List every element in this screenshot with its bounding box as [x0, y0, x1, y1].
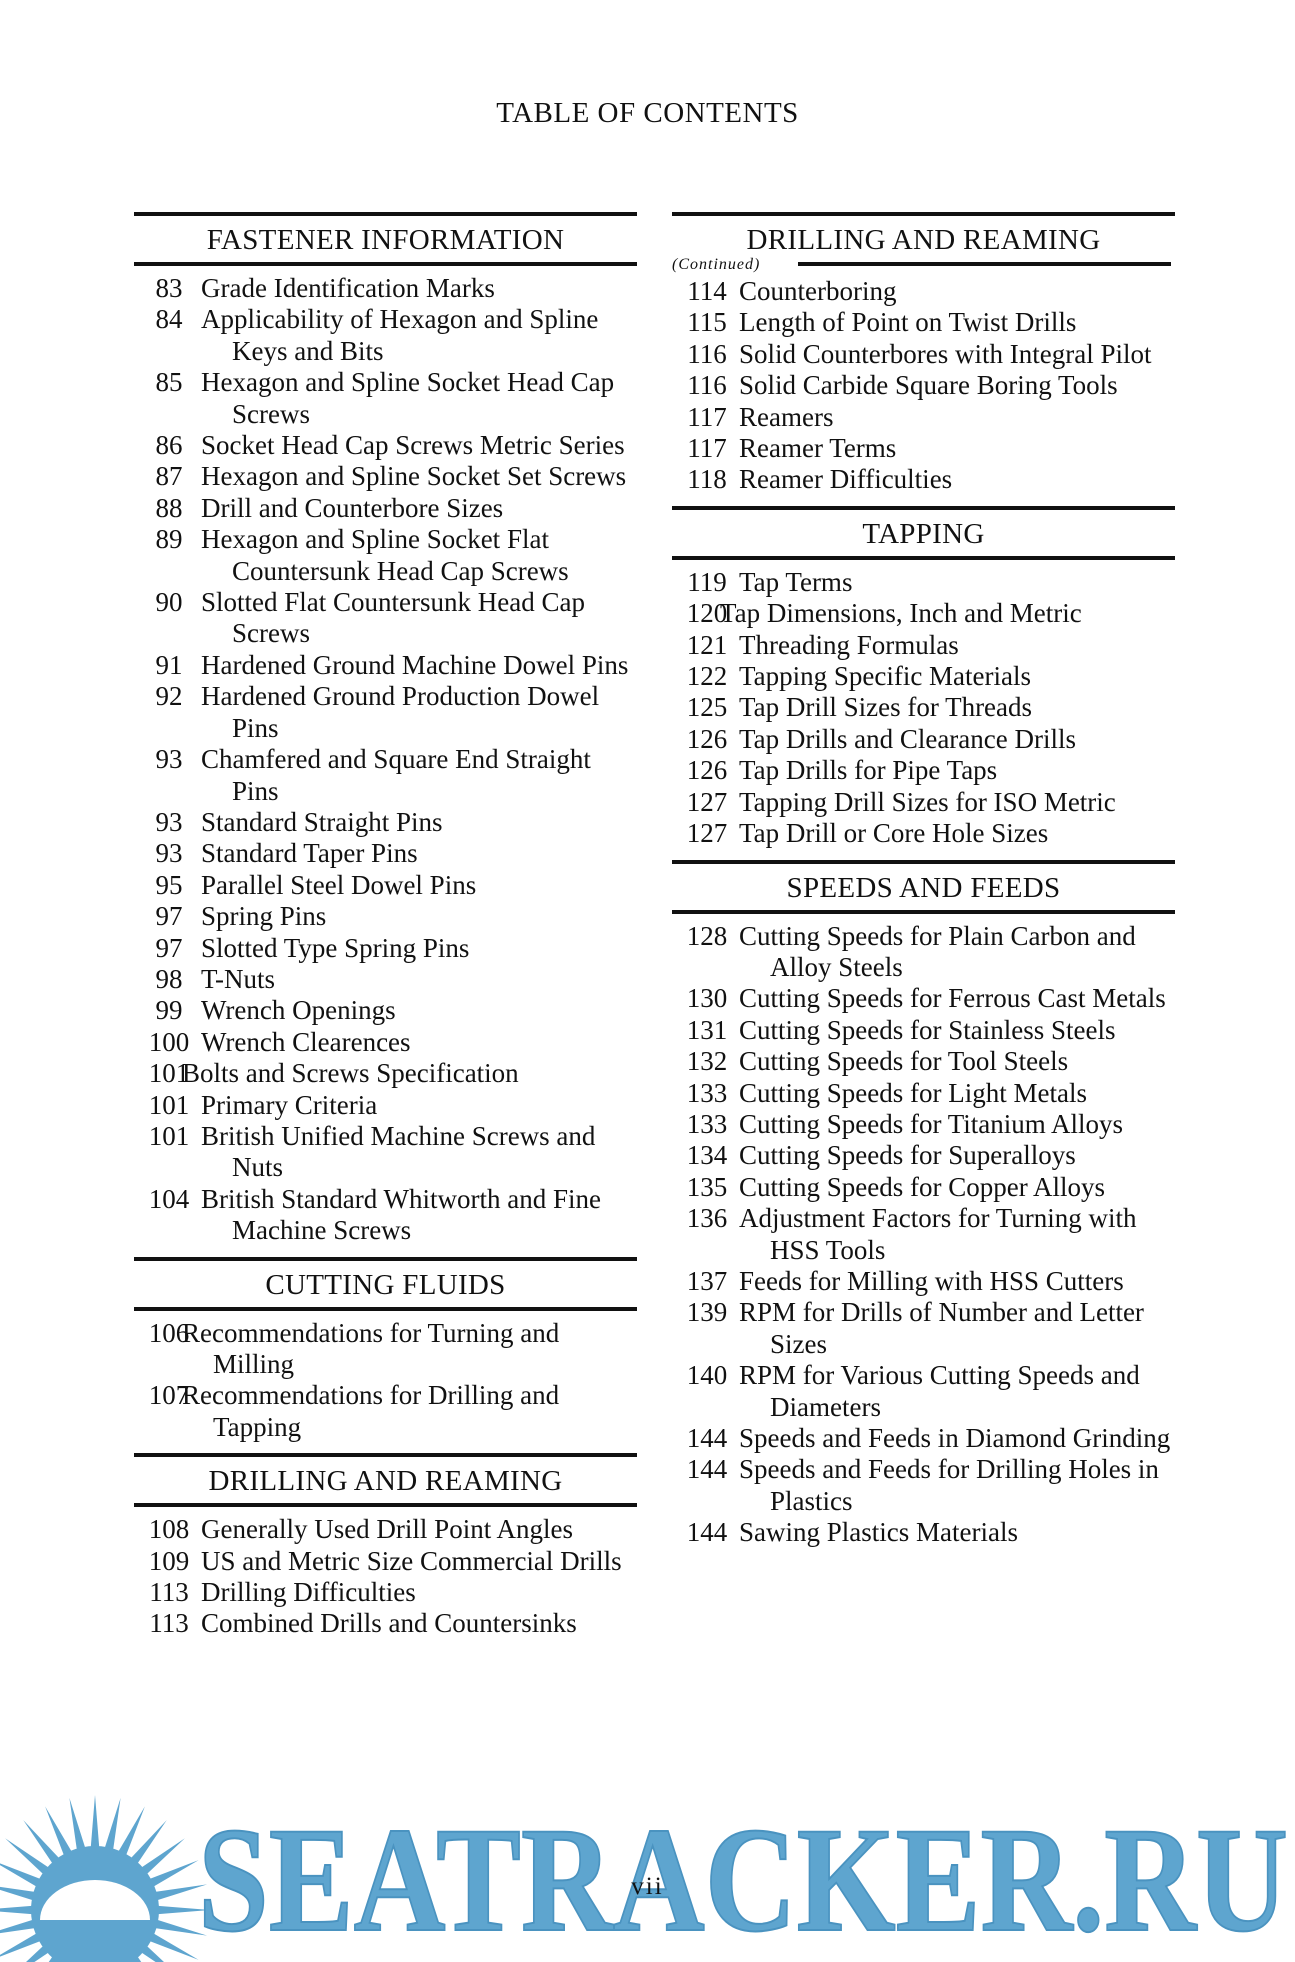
- toc-title: Tap Drill or Core Hole Sizes: [739, 818, 1049, 849]
- toc-title: Socket Head Cap Screws Metric Series: [201, 430, 625, 461]
- toc-entry[interactable]: [672, 630, 1175, 661]
- watermark-text: SEATRACKER.RU: [198, 1797, 1288, 1962]
- toc-page-number: 137: [686, 1265, 728, 1296]
- toc-page-number: 120: [686, 598, 728, 629]
- toc-page-number: 136: [686, 1203, 728, 1234]
- toc-page-number: 144: [686, 1423, 728, 1453]
- toc-entry[interactable]: [134, 1058, 637, 1089]
- toc-page-number: 109: [148, 1545, 190, 1576]
- toc-entry[interactable]: [134, 1577, 637, 1608]
- toc-title: Spring Pins: [201, 901, 327, 932]
- toc-list: [134, 273, 637, 1247]
- toc-page-number: 84: [155, 304, 183, 335]
- toc-page-number: 93: [155, 744, 183, 775]
- toc-entry[interactable]: [134, 1546, 637, 1577]
- page-number: vii: [631, 1873, 664, 1900]
- toc-entry[interactable]: [672, 1078, 1175, 1109]
- toc-title: T-Nuts: [201, 963, 276, 994]
- toc-title: Counterboring: [739, 276, 897, 306]
- toc-entry[interactable]: [672, 567, 1175, 598]
- toc-title: Wrench Clearences: [201, 1026, 411, 1057]
- toc-title: Speeds and Feeds for Drilling Holes in Plastics: [739, 1454, 1159, 1516]
- toc-entry[interactable]: [134, 995, 637, 1026]
- toc-page-number: 144: [686, 1454, 728, 1485]
- divider: [798, 262, 1171, 266]
- toc-page-number: 115: [687, 307, 727, 338]
- toc-page-number: 107: [148, 1380, 190, 1411]
- toc-page-number: 83: [155, 273, 183, 303]
- toc-entry[interactable]: [672, 1454, 1175, 1517]
- toc-list: [672, 567, 1175, 850]
- toc-page-number: 90: [155, 587, 183, 618]
- toc-page-number: 122: [686, 661, 728, 692]
- toc-entry[interactable]: [672, 1046, 1175, 1077]
- toc-page-number: 97: [155, 901, 183, 932]
- toc-page-number: 128: [686, 920, 728, 951]
- toc-title: Chamfered and Square End Straight Pins: [201, 744, 591, 806]
- toc-page-number: 125: [686, 692, 728, 723]
- toc-page-number: 117: [687, 433, 727, 464]
- toc-entry[interactable]: [672, 921, 1175, 984]
- toc-entry[interactable]: [134, 1121, 637, 1184]
- toc-entry[interactable]: [134, 964, 637, 995]
- toc-entry[interactable]: [672, 724, 1175, 755]
- toc-title: Parallel Steel Dowel Pins: [201, 869, 477, 900]
- toc-entry[interactable]: [134, 273, 637, 304]
- toc-page-number: 95: [155, 869, 183, 900]
- toc-title: Hexagon and Spline Socket Head Cap Screws: [201, 367, 615, 429]
- toc-page-number: 89: [155, 524, 183, 555]
- toc-title: Cutting Speeds for Stainless Steels: [739, 1014, 1116, 1045]
- page-title: TABLE OF CONTENTS: [496, 97, 799, 129]
- toc-entry[interactable]: [672, 1140, 1175, 1171]
- toc-title: Drilling Difficulties: [201, 1577, 416, 1608]
- toc-entry[interactable]: [134, 933, 637, 964]
- section-heading: CUTTING FLUIDS: [134, 1257, 637, 1311]
- toc-title: Solid Counterbores with Integral Pilot: [739, 338, 1152, 369]
- toc-page-number: 133: [686, 1077, 728, 1108]
- toc-title: Feeds for Milling with HSS Cutters: [739, 1265, 1124, 1296]
- toc-page-number: 116: [687, 338, 727, 369]
- toc-title: British Standard Whitworth and Fine Machine Screws: [201, 1183, 601, 1246]
- toc-title: Speeds and Feeds in Diamond Grinding: [739, 1423, 1171, 1453]
- toc-title: Recommendations for Drilling and Tapping: [182, 1380, 560, 1442]
- toc-entry[interactable]: [672, 1360, 1175, 1423]
- toc-entry[interactable]: [134, 650, 637, 681]
- toc-title: Tap Drills and Clearance Drills: [739, 723, 1076, 754]
- toc-title: Drill and Counterbore Sizes: [201, 492, 504, 523]
- toc-entry[interactable]: [672, 307, 1175, 338]
- toc-page-number: 101: [148, 1058, 190, 1089]
- toc-title: Standard Taper Pins: [201, 838, 418, 869]
- toc-page-number: 86: [155, 430, 183, 461]
- toc-list: [672, 276, 1175, 496]
- watermark: [0, 1780, 1295, 1962]
- toc-title: Hexagon and Spline Socket Set Screws: [201, 461, 627, 492]
- toc-page-number: 127: [686, 818, 728, 849]
- toc-entry[interactable]: [134, 461, 637, 492]
- toc-title: Cutting Speeds for Titanium Alloys: [739, 1108, 1124, 1139]
- toc-title: Cutting Speeds for Plain Carbon and Alloy Steels: [739, 920, 1136, 982]
- toc-title: Applicability of Hexagon and Spline Keys and Bits: [201, 304, 599, 366]
- toc-entry[interactable]: [134, 681, 637, 744]
- toc-entry[interactable]: [672, 1172, 1175, 1203]
- toc-entry[interactable]: [134, 1090, 637, 1121]
- continued-note: [672, 256, 1175, 275]
- toc-entry[interactable]: [672, 661, 1175, 692]
- toc-title: Solid Carbide Square Boring Tools: [739, 370, 1118, 401]
- toc-title: Reamers: [739, 401, 834, 432]
- toc-entry[interactable]: [134, 1184, 637, 1247]
- toc-title: Tap Terms: [739, 566, 853, 597]
- toc-title: Tap Drill Sizes for Threads: [739, 692, 1033, 723]
- toc-list: [134, 1514, 637, 1640]
- toc-entry[interactable]: [134, 1608, 637, 1639]
- toc-title: Hexagon and Spline Socket Flat Countersunk Head Cap Screws: [201, 524, 569, 586]
- toc-title: Wrench Openings: [201, 995, 396, 1026]
- toc-page-number: 127: [686, 786, 728, 817]
- section-heading: DRILLING AND REAMING: [672, 212, 1175, 259]
- toc-entry[interactable]: [672, 339, 1175, 370]
- section-heading: SPEEDS AND FEEDS: [672, 860, 1175, 914]
- toc-entry[interactable]: [134, 524, 637, 587]
- toc-entry[interactable]: [672, 370, 1175, 401]
- toc-title: Tapping Specific Materials: [739, 661, 1032, 692]
- toc-title: Grade Identification Marks: [201, 273, 495, 303]
- toc-page-number: 97: [155, 932, 183, 963]
- toc-page-number: 91: [155, 649, 183, 680]
- toc-title: Recommendations for Turning and Milling: [182, 1317, 560, 1379]
- toc-title: Length of Point on Twist Drills: [739, 307, 1077, 338]
- continued-label: (Continued): [672, 256, 761, 273]
- toc-entry[interactable]: [672, 818, 1175, 849]
- toc-entry[interactable]: [134, 1380, 637, 1443]
- toc-entry[interactable]: [672, 692, 1175, 723]
- toc-page-number: 106: [148, 1317, 190, 1348]
- toc-title: Tapping Drill Sizes for ISO Metric: [739, 786, 1116, 817]
- toc-title: Sawing Plastics Materials: [739, 1517, 1018, 1548]
- section-heading: TAPPING: [672, 506, 1175, 560]
- toc-title: US and Metric Size Commercial Drills: [201, 1545, 622, 1576]
- section-heading: FASTENER INFORMATION: [134, 212, 637, 266]
- toc-page-number: 113: [149, 1608, 189, 1639]
- toc-list: [672, 921, 1175, 1549]
- toc-page-number: 139: [686, 1297, 728, 1328]
- toc-page-number: 134: [686, 1140, 728, 1171]
- toc-entry[interactable]: [134, 493, 637, 524]
- toc-entry[interactable]: [672, 276, 1175, 307]
- toc-title: Cutting Speeds for Tool Steels: [739, 1046, 1069, 1077]
- toc-entry[interactable]: [134, 367, 637, 430]
- toc-entry[interactable]: [672, 598, 1175, 629]
- toc-title: RPM for Various Cutting Speeds and Diameters: [739, 1360, 1140, 1422]
- toc-entry[interactable]: [672, 433, 1175, 464]
- toc-title: Reamer Difficulties: [739, 464, 953, 495]
- toc-title: Hardened Ground Production Dowel Pins: [201, 681, 600, 743]
- toc-entry[interactable]: [134, 587, 637, 650]
- toc-page-number: 99: [155, 995, 183, 1026]
- toc-page-number: 119: [687, 566, 727, 597]
- toc-page-number: 140: [686, 1360, 728, 1391]
- toc-title: Cutting Speeds for Light Metals: [739, 1077, 1087, 1108]
- toc-page-number: 131: [686, 1014, 728, 1045]
- toc-title: Hardened Ground Machine Dowel Pins: [201, 649, 629, 680]
- toc-title: British Unified Machine Screws and Nuts: [201, 1120, 596, 1183]
- toc-title: Primary Criteria: [201, 1089, 378, 1120]
- toc-page-number: 101: [148, 1089, 190, 1120]
- toc-entry[interactable]: [672, 983, 1175, 1014]
- toc-page-number: 135: [686, 1171, 728, 1202]
- right-column: [672, 212, 1175, 1559]
- toc-entry[interactable]: [672, 1297, 1175, 1360]
- toc-page-number: 85: [155, 367, 183, 398]
- toc-title: Slotted Flat Countersunk Head Cap Screws: [201, 587, 585, 649]
- toc-title: Reamer Terms: [739, 433, 897, 464]
- toc-entry[interactable]: [134, 304, 637, 367]
- toc-page-number: 113: [149, 1577, 189, 1608]
- toc-entry[interactable]: [672, 1015, 1175, 1046]
- toc-title: Tap Dimensions, Inch and Metric: [720, 598, 1082, 629]
- toc-entry[interactable]: [672, 1517, 1175, 1548]
- toc-entry[interactable]: [672, 402, 1175, 433]
- toc-page-number: 92: [155, 681, 183, 712]
- toc-entry[interactable]: [672, 787, 1175, 818]
- left-column: [134, 212, 637, 1650]
- toc-title: Bolts and Screws Specification: [182, 1058, 519, 1089]
- toc-page-number: 114: [687, 276, 727, 306]
- toc-page-number: 117: [687, 401, 727, 432]
- toc-entry[interactable]: [134, 870, 637, 901]
- toc-title: Threading Formulas: [739, 629, 959, 660]
- toc-title: Slotted Type Spring Pins: [201, 932, 470, 963]
- toc-page-number: 126: [686, 723, 728, 754]
- toc-page-number: 133: [686, 1108, 728, 1139]
- toc-title: Adjustment Factors for Turning with HSS Tools: [739, 1203, 1137, 1265]
- toc-entry[interactable]: [672, 1266, 1175, 1297]
- toc-page-number: 87: [155, 461, 183, 492]
- toc-title: Tap Drills for Pipe Taps: [739, 755, 998, 786]
- toc-page-number: 132: [686, 1046, 728, 1077]
- toc-page-number: 116: [687, 370, 727, 401]
- toc-page-number: 101: [148, 1120, 190, 1151]
- toc-entry[interactable]: [134, 1318, 637, 1381]
- toc-page-number: 93: [155, 838, 183, 869]
- toc-title: Cutting Speeds for Copper Alloys: [739, 1171, 1105, 1202]
- toc-entry[interactable]: [672, 1203, 1175, 1266]
- toc-page-number: 104: [148, 1183, 190, 1214]
- toc-list: [134, 1318, 637, 1444]
- toc-title: RPM for Drills of Number and Letter Sizes: [739, 1297, 1144, 1359]
- toc-entry[interactable]: [672, 755, 1175, 786]
- toc-page-number: 93: [155, 806, 183, 837]
- toc-page-number: 130: [686, 983, 728, 1014]
- toc-title: Combined Drills and Countersinks: [201, 1608, 577, 1639]
- toc-entry[interactable]: [134, 1027, 637, 1058]
- toc-title: Generally Used Drill Point Angles: [201, 1514, 573, 1545]
- toc-page-number: 88: [155, 492, 183, 523]
- toc-page-number: 121: [686, 629, 728, 660]
- toc-entry[interactable]: [672, 464, 1175, 495]
- toc-entry[interactable]: [672, 1109, 1175, 1140]
- toc-page-number: 98: [155, 963, 183, 994]
- toc-entry[interactable]: [134, 901, 637, 932]
- toc-entry[interactable]: [672, 1423, 1175, 1454]
- toc-title: Cutting Speeds for Superalloys: [739, 1140, 1076, 1171]
- toc-page-number: 144: [686, 1517, 728, 1548]
- toc-page-number: 126: [686, 755, 728, 786]
- toc-entry[interactable]: [134, 838, 637, 869]
- toc-entry[interactable]: [134, 744, 637, 807]
- toc-title: Standard Straight Pins: [201, 806, 443, 837]
- section-heading: DRILLING AND REAMING: [134, 1453, 637, 1507]
- toc-page-number: 108: [148, 1514, 190, 1545]
- toc-entry[interactable]: [134, 1514, 637, 1545]
- toc-page-number: 118: [687, 464, 727, 495]
- toc-entry[interactable]: [134, 807, 637, 838]
- toc-page-number: 100: [148, 1026, 190, 1057]
- toc-entry[interactable]: [134, 430, 637, 461]
- toc-title: Cutting Speeds for Ferrous Cast Metals: [739, 983, 1166, 1014]
